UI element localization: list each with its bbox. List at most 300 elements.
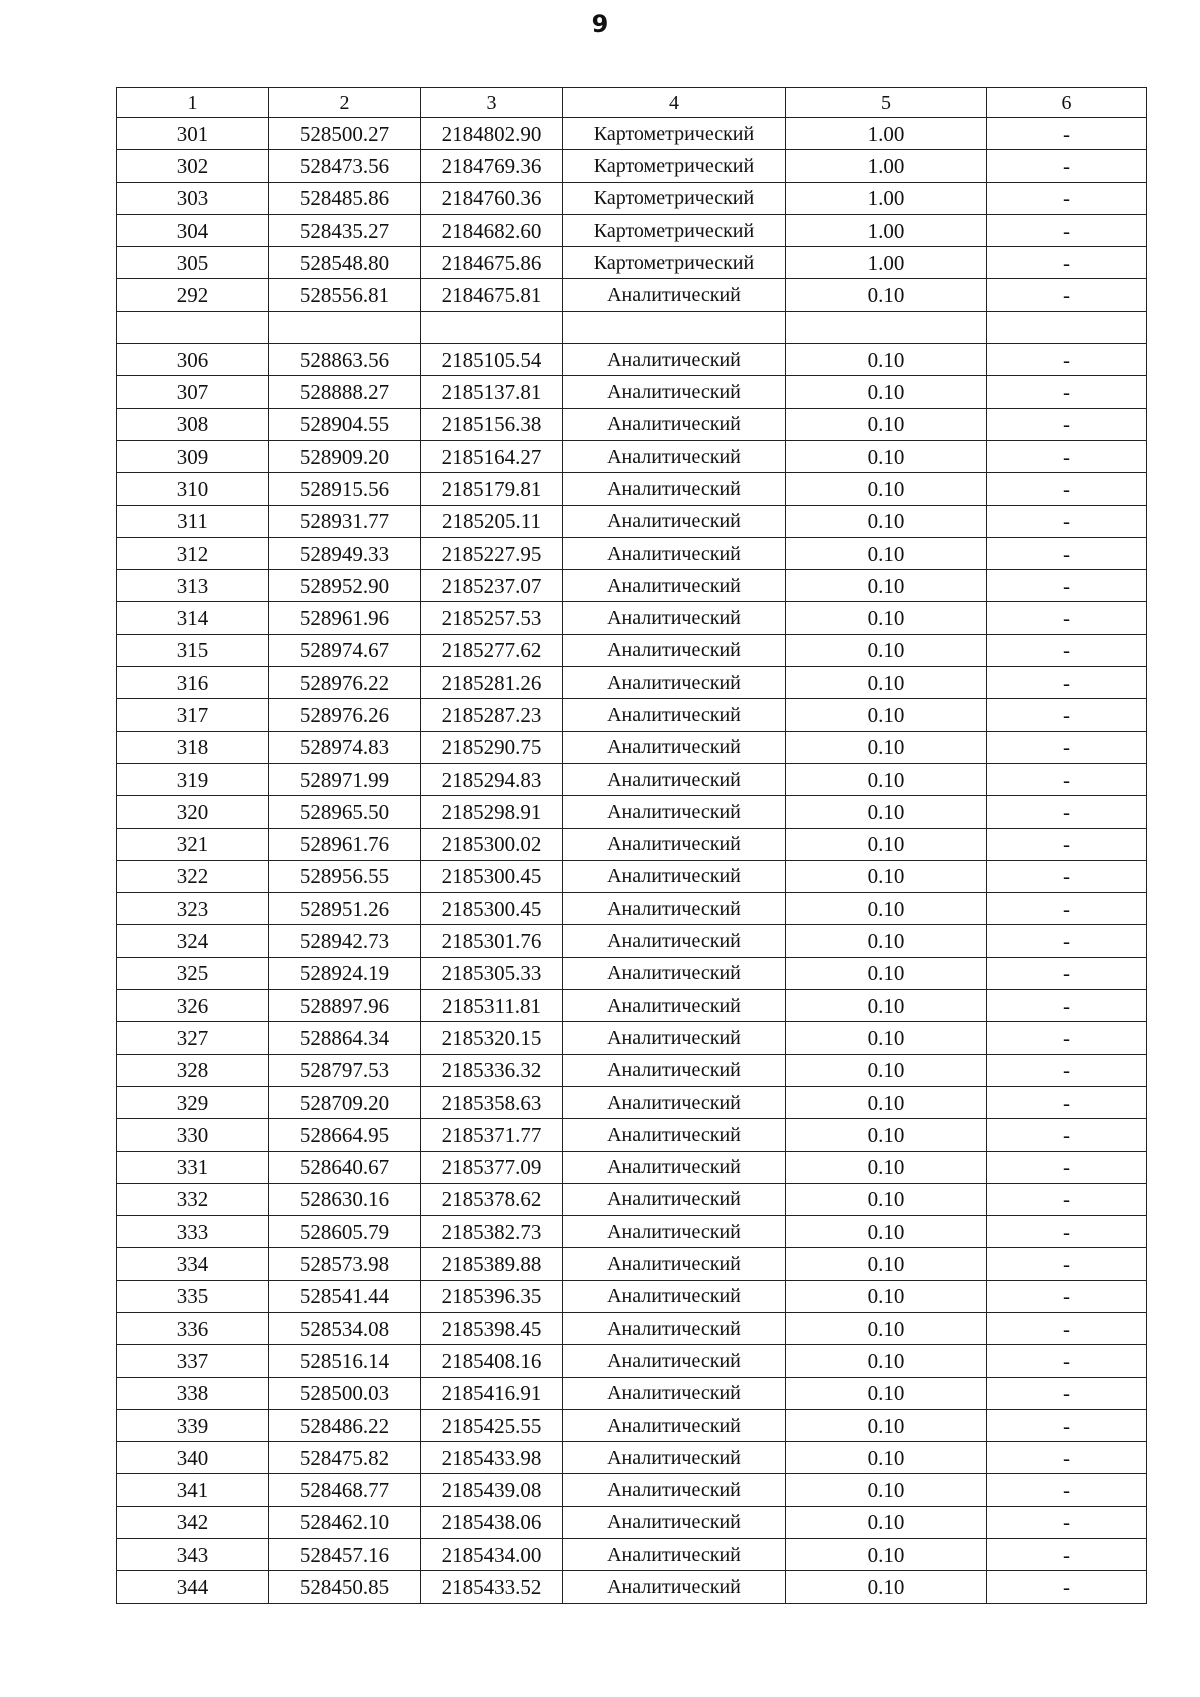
method-cell: Аналитический bbox=[563, 828, 786, 860]
column-header-6: 6 bbox=[987, 88, 1147, 118]
table-row bbox=[117, 925, 1147, 957]
table-row bbox=[117, 699, 1147, 731]
table-row bbox=[117, 1539, 1147, 1571]
method-cell: Аналитический bbox=[563, 537, 786, 569]
method-cell: Картометрический bbox=[563, 182, 786, 214]
point-number-cell: 319 bbox=[117, 763, 269, 795]
x-coordinate-cell: 528462.10 bbox=[269, 1506, 421, 1538]
point-number-cell: 336 bbox=[117, 1312, 269, 1344]
point-number-cell: 301 bbox=[117, 118, 269, 150]
table-row bbox=[117, 731, 1147, 763]
description-cell: - bbox=[987, 1022, 1147, 1054]
table-body bbox=[117, 118, 1147, 1604]
x-coordinate-cell: 528961.96 bbox=[269, 602, 421, 634]
description-cell: - bbox=[987, 1474, 1147, 1506]
accuracy-cell: 0.10 bbox=[786, 828, 987, 860]
method-cell: Аналитический bbox=[563, 1571, 786, 1603]
accuracy-cell: 0.10 bbox=[786, 1183, 987, 1215]
description-cell: - bbox=[987, 990, 1147, 1022]
description-cell: - bbox=[987, 667, 1147, 699]
y-coordinate-cell: 2185398.45 bbox=[421, 1312, 563, 1344]
accuracy-cell: 0.10 bbox=[786, 667, 987, 699]
table-header bbox=[117, 88, 1147, 118]
table-row bbox=[117, 505, 1147, 537]
table-row bbox=[117, 570, 1147, 602]
table-row bbox=[117, 667, 1147, 699]
x-coordinate-cell: 528888.27 bbox=[269, 376, 421, 408]
coordinates-table bbox=[116, 87, 1147, 1604]
accuracy-cell: 0.10 bbox=[786, 1248, 987, 1280]
point-number-cell: 335 bbox=[117, 1280, 269, 1312]
method-cell: Картометрический bbox=[563, 214, 786, 246]
point-number-cell: 292 bbox=[117, 279, 269, 311]
x-coordinate-cell: 528974.67 bbox=[269, 634, 421, 666]
y-coordinate-cell: 2185301.76 bbox=[421, 925, 563, 957]
point-number-cell: 316 bbox=[117, 667, 269, 699]
method-cell: Аналитический bbox=[563, 634, 786, 666]
table-row bbox=[117, 893, 1147, 925]
point-number-cell: 344 bbox=[117, 1571, 269, 1603]
table-row bbox=[117, 1571, 1147, 1603]
point-number-cell: 325 bbox=[117, 957, 269, 989]
point-number-cell: 321 bbox=[117, 828, 269, 860]
description-cell: - bbox=[987, 1506, 1147, 1538]
table-row bbox=[117, 311, 1147, 343]
y-coordinate-cell: 2185179.81 bbox=[421, 473, 563, 505]
point-number-cell: 303 bbox=[117, 182, 269, 214]
method-cell: Аналитический bbox=[563, 1409, 786, 1441]
x-coordinate-cell: 528630.16 bbox=[269, 1183, 421, 1215]
accuracy-cell: 0.10 bbox=[786, 376, 987, 408]
accuracy-cell: 0.10 bbox=[786, 1571, 987, 1603]
description-cell: - bbox=[987, 440, 1147, 472]
method-cell: Картометрический bbox=[563, 247, 786, 279]
y-coordinate-cell: 2185237.07 bbox=[421, 570, 563, 602]
x-coordinate-cell bbox=[269, 311, 421, 343]
accuracy-cell: 0.10 bbox=[786, 1151, 987, 1183]
y-coordinate-cell: 2185164.27 bbox=[421, 440, 563, 472]
accuracy-cell: 0.10 bbox=[786, 570, 987, 602]
table-row bbox=[117, 247, 1147, 279]
method-cell: Аналитический bbox=[563, 667, 786, 699]
description-cell: - bbox=[987, 957, 1147, 989]
description-cell: - bbox=[987, 1119, 1147, 1151]
method-cell: Аналитический bbox=[563, 1119, 786, 1151]
description-cell: - bbox=[987, 376, 1147, 408]
method-cell: Аналитический bbox=[563, 893, 786, 925]
description-cell: - bbox=[987, 182, 1147, 214]
table-row bbox=[117, 763, 1147, 795]
accuracy-cell: 0.10 bbox=[786, 1216, 987, 1248]
description-cell: - bbox=[987, 1442, 1147, 1474]
point-number-cell: 306 bbox=[117, 344, 269, 376]
point-number-cell: 333 bbox=[117, 1216, 269, 1248]
point-number-cell: 308 bbox=[117, 408, 269, 440]
method-cell: Аналитический bbox=[563, 1183, 786, 1215]
description-cell: - bbox=[987, 1086, 1147, 1118]
y-coordinate-cell: 2185378.62 bbox=[421, 1183, 563, 1215]
accuracy-cell: 0.10 bbox=[786, 1539, 987, 1571]
x-coordinate-cell: 528956.55 bbox=[269, 860, 421, 892]
method-cell: Аналитический bbox=[563, 440, 786, 472]
method-cell: Аналитический bbox=[563, 473, 786, 505]
table-row bbox=[117, 1248, 1147, 1280]
accuracy-cell: 0.10 bbox=[786, 408, 987, 440]
x-coordinate-cell: 528709.20 bbox=[269, 1086, 421, 1118]
method-cell: Аналитический bbox=[563, 602, 786, 634]
y-coordinate-cell: 2185371.77 bbox=[421, 1119, 563, 1151]
accuracy-cell: 0.10 bbox=[786, 1054, 987, 1086]
accuracy-cell: 0.10 bbox=[786, 1345, 987, 1377]
x-coordinate-cell: 528976.26 bbox=[269, 699, 421, 731]
table-row bbox=[117, 473, 1147, 505]
description-cell: - bbox=[987, 247, 1147, 279]
description-cell: - bbox=[987, 150, 1147, 182]
point-number-cell: 318 bbox=[117, 731, 269, 763]
description-cell: - bbox=[987, 1054, 1147, 1086]
y-coordinate-cell: 2185205.11 bbox=[421, 505, 563, 537]
x-coordinate-cell: 528976.22 bbox=[269, 667, 421, 699]
method-cell: Аналитический bbox=[563, 1312, 786, 1344]
description-cell: - bbox=[987, 860, 1147, 892]
description-cell: - bbox=[987, 1183, 1147, 1215]
x-coordinate-cell: 528942.73 bbox=[269, 925, 421, 957]
x-coordinate-cell: 528664.95 bbox=[269, 1119, 421, 1151]
column-header-3: 3 bbox=[421, 88, 563, 118]
point-number-cell: 340 bbox=[117, 1442, 269, 1474]
description-cell: - bbox=[987, 570, 1147, 602]
table-row bbox=[117, 1086, 1147, 1118]
point-number-cell: 314 bbox=[117, 602, 269, 634]
description-cell: - bbox=[987, 344, 1147, 376]
y-coordinate-cell: 2185425.55 bbox=[421, 1409, 563, 1441]
x-coordinate-cell: 528897.96 bbox=[269, 990, 421, 1022]
y-coordinate-cell: 2185439.08 bbox=[421, 1474, 563, 1506]
method-cell: Аналитический bbox=[563, 1442, 786, 1474]
point-number-cell: 312 bbox=[117, 537, 269, 569]
method-cell: Аналитический bbox=[563, 1086, 786, 1118]
method-cell: Аналитический bbox=[563, 699, 786, 731]
x-coordinate-cell: 528534.08 bbox=[269, 1312, 421, 1344]
y-coordinate-cell: 2185320.15 bbox=[421, 1022, 563, 1054]
y-coordinate-cell: 2185294.83 bbox=[421, 763, 563, 795]
method-cell: Аналитический bbox=[563, 1474, 786, 1506]
accuracy-cell bbox=[786, 311, 987, 343]
y-coordinate-cell: 2184675.86 bbox=[421, 247, 563, 279]
description-cell: - bbox=[987, 731, 1147, 763]
point-number-cell: 324 bbox=[117, 925, 269, 957]
y-coordinate-cell bbox=[421, 311, 563, 343]
point-number-cell: 330 bbox=[117, 1119, 269, 1151]
description-cell: - bbox=[987, 763, 1147, 795]
table-row bbox=[117, 1022, 1147, 1054]
x-coordinate-cell: 528864.34 bbox=[269, 1022, 421, 1054]
description-cell: - bbox=[987, 214, 1147, 246]
method-cell: Аналитический bbox=[563, 763, 786, 795]
point-number-cell: 311 bbox=[117, 505, 269, 537]
accuracy-cell: 0.10 bbox=[786, 731, 987, 763]
description-cell: - bbox=[987, 602, 1147, 634]
description-cell: - bbox=[987, 505, 1147, 537]
column-header-4: 4 bbox=[563, 88, 786, 118]
x-coordinate-cell: 528931.77 bbox=[269, 505, 421, 537]
point-number-cell: 334 bbox=[117, 1248, 269, 1280]
point-number-cell: 338 bbox=[117, 1377, 269, 1409]
y-coordinate-cell: 2185300.45 bbox=[421, 860, 563, 892]
y-coordinate-cell: 2185257.53 bbox=[421, 602, 563, 634]
x-coordinate-cell: 528450.85 bbox=[269, 1571, 421, 1603]
y-coordinate-cell: 2184682.60 bbox=[421, 214, 563, 246]
method-cell: Аналитический bbox=[563, 957, 786, 989]
point-number-cell: 339 bbox=[117, 1409, 269, 1441]
y-coordinate-cell: 2185382.73 bbox=[421, 1216, 563, 1248]
accuracy-cell: 0.10 bbox=[786, 505, 987, 537]
y-coordinate-cell: 2185389.88 bbox=[421, 1248, 563, 1280]
point-number-cell: 320 bbox=[117, 796, 269, 828]
point-number-cell: 315 bbox=[117, 634, 269, 666]
point-number-cell: 309 bbox=[117, 440, 269, 472]
method-cell: Аналитический bbox=[563, 990, 786, 1022]
accuracy-cell: 0.10 bbox=[786, 1409, 987, 1441]
x-coordinate-cell: 528435.27 bbox=[269, 214, 421, 246]
point-number-cell: 328 bbox=[117, 1054, 269, 1086]
y-coordinate-cell: 2185416.91 bbox=[421, 1377, 563, 1409]
y-coordinate-cell: 2185438.06 bbox=[421, 1506, 563, 1538]
y-coordinate-cell: 2185408.16 bbox=[421, 1345, 563, 1377]
y-coordinate-cell: 2184769.36 bbox=[421, 150, 563, 182]
accuracy-cell: 0.10 bbox=[786, 699, 987, 731]
table-row bbox=[117, 1151, 1147, 1183]
point-number-cell: 302 bbox=[117, 150, 269, 182]
accuracy-cell: 0.10 bbox=[786, 602, 987, 634]
method-cell: Картометрический bbox=[563, 118, 786, 150]
accuracy-cell: 0.10 bbox=[786, 279, 987, 311]
description-cell: - bbox=[987, 1377, 1147, 1409]
column-header-1: 1 bbox=[117, 88, 269, 118]
point-number-cell: 326 bbox=[117, 990, 269, 1022]
x-coordinate-cell: 528473.56 bbox=[269, 150, 421, 182]
x-coordinate-cell: 528924.19 bbox=[269, 957, 421, 989]
y-coordinate-cell: 2185137.81 bbox=[421, 376, 563, 408]
table-row bbox=[117, 828, 1147, 860]
method-cell: Аналитический bbox=[563, 731, 786, 763]
accuracy-cell: 0.10 bbox=[786, 1119, 987, 1151]
description-cell: - bbox=[987, 893, 1147, 925]
x-coordinate-cell: 528556.81 bbox=[269, 279, 421, 311]
column-header-5: 5 bbox=[786, 88, 987, 118]
y-coordinate-cell: 2184802.90 bbox=[421, 118, 563, 150]
table-row bbox=[117, 182, 1147, 214]
point-number-cell: 329 bbox=[117, 1086, 269, 1118]
table-row bbox=[117, 1409, 1147, 1441]
x-coordinate-cell: 528961.76 bbox=[269, 828, 421, 860]
point-number-cell: 337 bbox=[117, 1345, 269, 1377]
description-cell bbox=[987, 311, 1147, 343]
method-cell: Аналитический bbox=[563, 1345, 786, 1377]
method-cell: Аналитический bbox=[563, 408, 786, 440]
description-cell: - bbox=[987, 1216, 1147, 1248]
x-coordinate-cell: 528952.90 bbox=[269, 570, 421, 602]
description-cell: - bbox=[987, 473, 1147, 505]
method-cell: Аналитический bbox=[563, 1151, 786, 1183]
x-coordinate-cell: 528909.20 bbox=[269, 440, 421, 472]
accuracy-cell: 0.10 bbox=[786, 957, 987, 989]
accuracy-cell: 0.10 bbox=[786, 440, 987, 472]
description-cell: - bbox=[987, 925, 1147, 957]
accuracy-cell: 0.10 bbox=[786, 925, 987, 957]
y-coordinate-cell: 2185305.33 bbox=[421, 957, 563, 989]
y-coordinate-cell: 2185300.45 bbox=[421, 893, 563, 925]
accuracy-cell: 0.10 bbox=[786, 1312, 987, 1344]
table-row bbox=[117, 957, 1147, 989]
point-number-cell: 323 bbox=[117, 893, 269, 925]
accuracy-cell: 0.10 bbox=[786, 763, 987, 795]
y-coordinate-cell: 2185434.00 bbox=[421, 1539, 563, 1571]
y-coordinate-cell: 2185277.62 bbox=[421, 634, 563, 666]
x-coordinate-cell: 528516.14 bbox=[269, 1345, 421, 1377]
method-cell: Аналитический bbox=[563, 925, 786, 957]
method-cell: Аналитический bbox=[563, 570, 786, 602]
point-number-cell: 307 bbox=[117, 376, 269, 408]
accuracy-cell: 1.00 bbox=[786, 247, 987, 279]
y-coordinate-cell: 2185156.38 bbox=[421, 408, 563, 440]
x-coordinate-cell: 528640.67 bbox=[269, 1151, 421, 1183]
x-coordinate-cell: 528965.50 bbox=[269, 796, 421, 828]
description-cell: - bbox=[987, 828, 1147, 860]
accuracy-cell: 0.10 bbox=[786, 537, 987, 569]
accuracy-cell: 0.10 bbox=[786, 1474, 987, 1506]
description-cell: - bbox=[987, 537, 1147, 569]
table-row bbox=[117, 860, 1147, 892]
point-number-cell: 331 bbox=[117, 1151, 269, 1183]
accuracy-cell: 0.10 bbox=[786, 344, 987, 376]
accuracy-cell: 0.10 bbox=[786, 1086, 987, 1118]
table-row bbox=[117, 376, 1147, 408]
description-cell: - bbox=[987, 699, 1147, 731]
y-coordinate-cell: 2185105.54 bbox=[421, 344, 563, 376]
table-row bbox=[117, 602, 1147, 634]
x-coordinate-cell: 528951.26 bbox=[269, 893, 421, 925]
method-cell bbox=[563, 311, 786, 343]
y-coordinate-cell: 2185298.91 bbox=[421, 796, 563, 828]
x-coordinate-cell: 528500.03 bbox=[269, 1377, 421, 1409]
accuracy-cell: 0.10 bbox=[786, 1506, 987, 1538]
table-row bbox=[117, 1183, 1147, 1215]
method-cell: Аналитический bbox=[563, 505, 786, 537]
x-coordinate-cell: 528541.44 bbox=[269, 1280, 421, 1312]
point-number-cell: 341 bbox=[117, 1474, 269, 1506]
method-cell: Аналитический bbox=[563, 860, 786, 892]
point-number-cell bbox=[117, 311, 269, 343]
point-number-cell: 332 bbox=[117, 1183, 269, 1215]
accuracy-cell: 0.10 bbox=[786, 1377, 987, 1409]
x-coordinate-cell: 528605.79 bbox=[269, 1216, 421, 1248]
table-row bbox=[117, 1377, 1147, 1409]
method-cell: Аналитический bbox=[563, 796, 786, 828]
y-coordinate-cell: 2185433.52 bbox=[421, 1571, 563, 1603]
y-coordinate-cell: 2185227.95 bbox=[421, 537, 563, 569]
x-coordinate-cell: 528486.22 bbox=[269, 1409, 421, 1441]
x-coordinate-cell: 528971.99 bbox=[269, 763, 421, 795]
y-coordinate-cell: 2185433.98 bbox=[421, 1442, 563, 1474]
accuracy-cell: 1.00 bbox=[786, 182, 987, 214]
x-coordinate-cell: 528500.27 bbox=[269, 118, 421, 150]
table-row bbox=[117, 1119, 1147, 1151]
accuracy-cell: 1.00 bbox=[786, 118, 987, 150]
table-row bbox=[117, 1506, 1147, 1538]
table-row bbox=[117, 990, 1147, 1022]
description-cell: - bbox=[987, 796, 1147, 828]
x-coordinate-cell: 528974.83 bbox=[269, 731, 421, 763]
point-number-cell: 310 bbox=[117, 473, 269, 505]
y-coordinate-cell: 2185281.26 bbox=[421, 667, 563, 699]
accuracy-cell: 0.10 bbox=[786, 1280, 987, 1312]
accuracy-cell: 1.00 bbox=[786, 150, 987, 182]
y-coordinate-cell: 2184760.36 bbox=[421, 182, 563, 214]
accuracy-cell: 0.10 bbox=[786, 990, 987, 1022]
table-row bbox=[117, 1442, 1147, 1474]
description-cell: - bbox=[987, 1571, 1147, 1603]
point-number-cell: 317 bbox=[117, 699, 269, 731]
method-cell: Аналитический bbox=[563, 1216, 786, 1248]
description-cell: - bbox=[987, 634, 1147, 666]
description-cell: - bbox=[987, 1280, 1147, 1312]
header-row bbox=[117, 88, 1147, 118]
table-row bbox=[117, 440, 1147, 472]
description-cell: - bbox=[987, 1151, 1147, 1183]
point-number-cell: 327 bbox=[117, 1022, 269, 1054]
x-coordinate-cell: 528548.80 bbox=[269, 247, 421, 279]
table-row bbox=[117, 1216, 1147, 1248]
method-cell: Аналитический bbox=[563, 376, 786, 408]
y-coordinate-cell: 2185311.81 bbox=[421, 990, 563, 1022]
accuracy-cell: 0.10 bbox=[786, 634, 987, 666]
x-coordinate-cell: 528904.55 bbox=[269, 408, 421, 440]
x-coordinate-cell: 528949.33 bbox=[269, 537, 421, 569]
method-cell: Аналитический bbox=[563, 344, 786, 376]
accuracy-cell: 0.10 bbox=[786, 796, 987, 828]
y-coordinate-cell: 2185300.02 bbox=[421, 828, 563, 860]
accuracy-cell: 1.00 bbox=[786, 214, 987, 246]
description-cell: - bbox=[987, 118, 1147, 150]
accuracy-cell: 0.10 bbox=[786, 1442, 987, 1474]
x-coordinate-cell: 528915.56 bbox=[269, 473, 421, 505]
table-row bbox=[117, 150, 1147, 182]
y-coordinate-cell: 2185290.75 bbox=[421, 731, 563, 763]
table-row bbox=[117, 408, 1147, 440]
table-row bbox=[117, 537, 1147, 569]
description-cell: - bbox=[987, 1409, 1147, 1441]
x-coordinate-cell: 528573.98 bbox=[269, 1248, 421, 1280]
y-coordinate-cell: 2185396.35 bbox=[421, 1280, 563, 1312]
method-cell: Аналитический bbox=[563, 1022, 786, 1054]
table-row bbox=[117, 214, 1147, 246]
description-cell: - bbox=[987, 1539, 1147, 1571]
y-coordinate-cell: 2185377.09 bbox=[421, 1151, 563, 1183]
description-cell: - bbox=[987, 408, 1147, 440]
page-number: 9 bbox=[591, 10, 609, 38]
x-coordinate-cell: 528863.56 bbox=[269, 344, 421, 376]
accuracy-cell: 0.10 bbox=[786, 860, 987, 892]
accuracy-cell: 0.10 bbox=[786, 1022, 987, 1054]
y-coordinate-cell: 2185287.23 bbox=[421, 699, 563, 731]
method-cell: Картометрический bbox=[563, 150, 786, 182]
description-cell: - bbox=[987, 1345, 1147, 1377]
y-coordinate-cell: 2184675.81 bbox=[421, 279, 563, 311]
point-number-cell: 322 bbox=[117, 860, 269, 892]
method-cell: Аналитический bbox=[563, 1054, 786, 1086]
point-number-cell: 313 bbox=[117, 570, 269, 602]
